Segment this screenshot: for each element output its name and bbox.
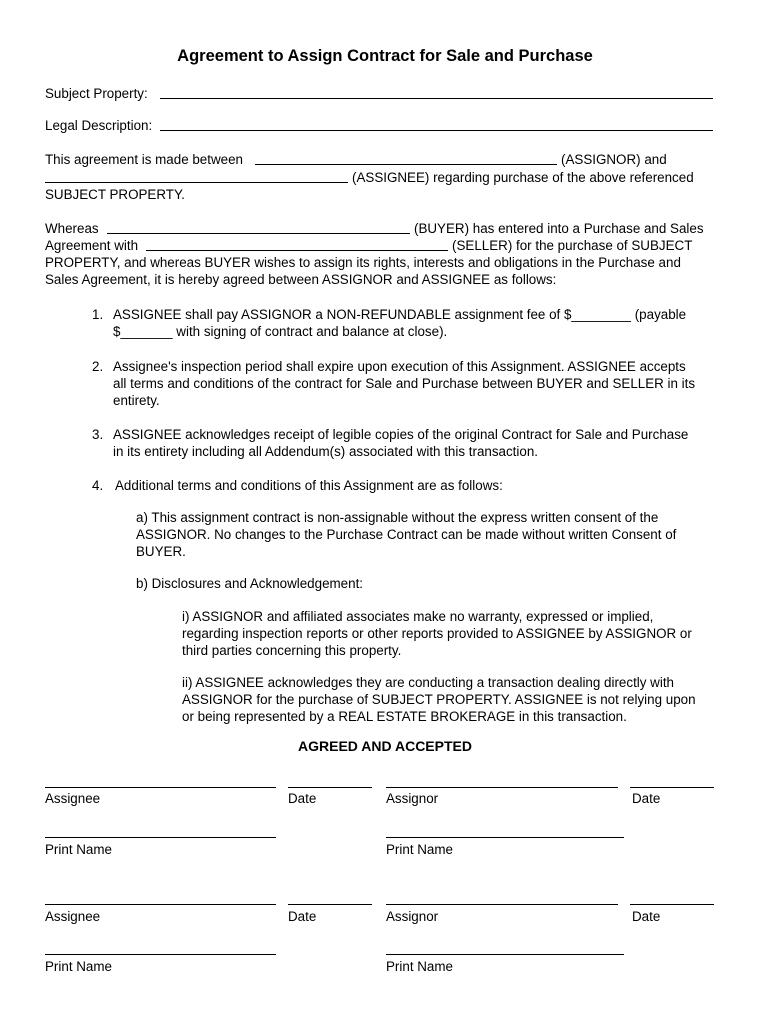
whereas-seller-text: (SELLER) for the purchase of SUBJECT [452, 238, 693, 253]
assignee-date-line-1[interactable] [288, 787, 372, 788]
sub-b-i-line-2: regarding inspection reports or other reports provided to ASSIGNEE by ASSIGNOR or [182, 626, 692, 641]
item-1-line-2: $_______ with signing of contract and balance at close). [113, 324, 448, 339]
agreement-assignee-text: (ASSIGNEE) regarding purchase of the above referenced [352, 170, 694, 185]
sub-b-i-line-1: i) ASSIGNOR and affiliated associates make no warranty, expressed or implied, [182, 609, 654, 624]
date-label-1: Date [288, 791, 317, 806]
whereas-agreement-with: Agreement with [45, 238, 139, 253]
item-2-number: 2. [92, 359, 104, 374]
assignor-name-field[interactable] [255, 164, 557, 165]
item-3-number: 3. [92, 427, 104, 442]
assignor-date-line-1[interactable] [630, 787, 714, 788]
assignee-label-2: Assignee [45, 909, 101, 924]
item-3-line-1: ASSIGNEE acknowledges receipt of legible copies of the original Contract for Sale and Purchase [113, 427, 689, 442]
sub-b-ii-line-2: ASSIGNOR for the purchase of SUBJECT PROPERTY. ASSIGNEE is not relying upon [182, 692, 696, 707]
assignor-label-2: Assignor [386, 909, 439, 924]
assignee-name-field[interactable] [45, 182, 348, 183]
sub-b-ii-line-1: ii) ASSIGNEE acknowledges they are conducting a transaction dealing directly with [182, 675, 674, 690]
sub-a-line-1: a) This assignment contract is non-assignable without the express written consent of the [136, 510, 659, 525]
sub-b-i-line-3: third parties concerning this property. [182, 643, 402, 658]
item-4-number: 4. [92, 478, 104, 493]
print-name-label-2: Print Name [386, 842, 453, 857]
agreement-subject-text: SUBJECT PROPERTY. [45, 187, 185, 202]
date-label-3: Date [288, 909, 317, 924]
agreement-text-start: This agreement is made between [45, 152, 243, 167]
assignor-date-line-2[interactable] [630, 904, 714, 905]
print-name-label-1: Print Name [45, 842, 112, 857]
date-label-4: Date [632, 909, 661, 924]
subject-property-field[interactable] [160, 98, 713, 99]
agreement-assignor-text: (ASSIGNOR) and [561, 152, 667, 167]
item-1-line-1: ASSIGNEE shall pay ASSIGNOR a NON-REFUNDABLE assignment fee of $________ (payable [113, 307, 687, 322]
item-2-line-2: all terms and conditions of the contract for Sale and Purchase between BUYER and SELLER in its [113, 376, 696, 391]
subject-property-label: Subject Property: [45, 86, 148, 101]
sub-b-ii-line-3: or being represented by a REAL ESTATE BROKERAGE in this transaction. [182, 709, 627, 724]
whereas-line-4: Sales Agreement, it is hereby agreed between ASSIGNOR and ASSIGNEE as follows: [45, 272, 557, 287]
item-3-line-2: in its entirety including all Addendum(s) associated with this transaction. [113, 444, 538, 459]
legal-description-label: Legal Description: [45, 118, 153, 133]
item-2-line-3: entirety. [113, 393, 160, 408]
assignee-date-line-2[interactable] [288, 904, 372, 905]
sub-a-line-3: BUYER. [136, 544, 186, 559]
assignor-signature-line-2[interactable] [386, 904, 618, 905]
print-name-label-3: Print Name [45, 959, 112, 974]
assignor-label-1: Assignor [386, 791, 439, 806]
buyer-name-field[interactable] [107, 233, 410, 234]
print-name-label-4: Print Name [386, 959, 453, 974]
assignor-signature-line-1[interactable] [386, 787, 618, 788]
legal-description-field[interactable] [160, 130, 713, 131]
date-label-2: Date [632, 791, 661, 806]
item-4-line-1: Additional terms and conditions of this Assignment are as follows: [115, 478, 503, 493]
assignor-print-name-line-2[interactable] [386, 954, 624, 955]
assignee-print-name-line-1[interactable] [45, 837, 276, 838]
item-1-number: 1. [92, 307, 104, 322]
assignee-label-1: Assignee [45, 791, 101, 806]
whereas-label: Whereas [45, 221, 99, 236]
seller-name-field[interactable] [146, 250, 448, 251]
whereas-buyer-text: (BUYER) has entered into a Purchase and Sales [414, 221, 704, 236]
agreed-accepted-heading: AGREED AND ACCEPTED [298, 738, 472, 754]
assignee-signature-line-2[interactable] [45, 904, 276, 905]
assignor-print-name-line-1[interactable] [386, 837, 624, 838]
assignee-print-name-line-2[interactable] [45, 954, 276, 955]
document-title: Agreement to Assign Contract for Sale and Purchase [177, 47, 593, 65]
assignee-signature-line-1[interactable] [45, 787, 276, 788]
sub-a-line-2: ASSIGNOR. No changes to the Purchase Contract can be made without written Consent of [136, 527, 677, 542]
whereas-line-3: PROPERTY, and whereas BUYER wishes to assign its rights, interests and obligations in the Purchase and [45, 255, 681, 270]
item-2-line-1: Assignee's inspection period shall expire upon execution of this Assignment. ASSIGNEE accepts [113, 359, 686, 374]
sub-b-heading: b) Disclosures and Acknowledgement: [136, 576, 364, 591]
